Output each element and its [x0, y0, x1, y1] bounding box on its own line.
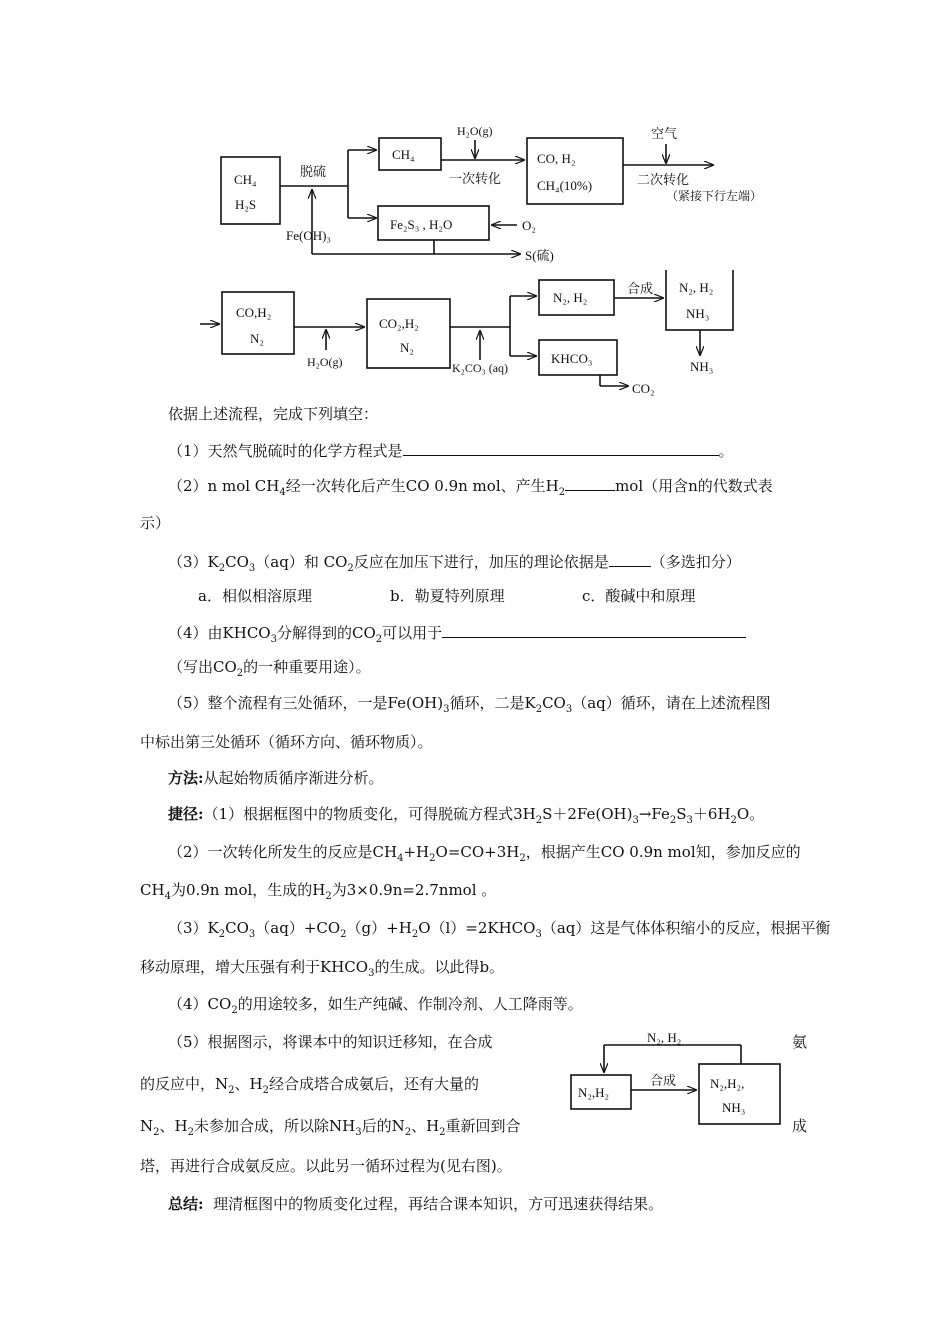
loop-top-label: N₂, H₂ [647, 1030, 682, 1045]
question-4: （4）由$KHCO_3$分解得到的$CO_2$可以用于 [140, 621, 840, 643]
flow-diagram-synthesis [0, 270, 950, 410]
answer-blank-1[interactable] [403, 439, 719, 456]
answer-blank-2[interactable] [565, 474, 615, 491]
loop-left-label: N₂,H₂ [578, 1085, 610, 1100]
question-2: （2）n mol $CH_4$经一次转化后产生CO 0.9n mol、产生$H_2$ mol（用含n的代数式表 [140, 474, 840, 496]
khco3-label: KHCO₃ [551, 351, 593, 366]
path-line-4: $(4)CO_2$的用途较多，如生产纯碱、作制冷剂、人工降雨等。 [168, 995, 583, 1016]
sulfur-label: S(硫) [525, 248, 554, 263]
synth-label: 合成 [627, 281, 654, 296]
k2co3-label: K₂CO₃ (aq) [452, 361, 509, 375]
path-line-5d: 塔，再进行合成氨反应。以此另一循环过程为(见右图)。 [140, 1157, 512, 1175]
path-line-5c-end: 成 [792, 1117, 808, 1135]
loop-right-box [699, 1064, 780, 1124]
option-c[interactable]: c．酸碱中和原理 [582, 587, 696, 605]
co2-label: CO₂ [632, 381, 655, 396]
nh-box-label-2: NH₃ [686, 306, 710, 321]
desulf-label: 脱硫 [300, 164, 327, 179]
h2o-label: H₂O(g) [457, 124, 493, 138]
question-3: $(3)K_2CO_3(aq)$和 $CO_2$反应在加压下进行，加压的理论依据是 （多选扣分） [140, 550, 840, 572]
nh-box-label-1: N₂, H₂ [679, 280, 714, 295]
conv2-label: 二次转化 [637, 172, 690, 187]
b1-label-2: N₂ [250, 331, 264, 346]
feed-box [221, 157, 280, 224]
n2-h2-nh3-box [666, 270, 733, 330]
question-3-options [198, 586, 870, 606]
answer-blank-4[interactable] [442, 621, 746, 638]
path-line-5c: $N_2$、$H_2$未参加合成，所以除$NH_3$后的$N_2$、$H_2$重新回到合 [140, 1117, 521, 1138]
nh3-label: NH₃ [690, 359, 714, 374]
b1-label-1: CO,H₂ [236, 305, 272, 320]
feoh3-label: Fe(OH)₃ [286, 228, 331, 243]
intro-line: 依据上述流程，完成下列填空： [168, 405, 379, 423]
path-line-5: （5）根据图示，将课本中的知识迁移知，在合成 [168, 1033, 493, 1051]
option-b[interactable]: b．勒夏特列原理 [390, 587, 505, 605]
h2o-label-2: H₂O(g) [307, 355, 343, 369]
path-line-3: $(3)K_2CO_3(aq)+CO_2(g)+H_2O(l)=2KHCO_3(aq)$这是气体体积缩小的反应，根据平衡 [168, 919, 831, 940]
b2-label-2: N₂ [400, 340, 414, 355]
flow-diagram-desulfurization [0, 0, 950, 290]
co-h2-label: CO, H₂ [537, 151, 576, 166]
conv1-label: 一次转化 [449, 171, 502, 186]
path-line-5b: 的反应中，$N_2$、$H_2$经合成塔合成氨后，还有大量的 [140, 1075, 479, 1096]
question-4-cont: （写出$CO_2$的一种重要用途）。 [168, 658, 371, 679]
ch4-label: CH₄ [392, 147, 415, 162]
answer-blank-3[interactable] [609, 550, 651, 567]
loop-right-label-1: N₂,H₂, [710, 1076, 745, 1091]
loop-synth-label: 合成 [650, 1073, 677, 1088]
question-5-cont: 中标出第三处循环（循环方向、循环物质）。 [140, 733, 433, 751]
feed-label-1: CH₄ [234, 172, 257, 187]
question-2-cont: 示） [140, 514, 171, 532]
continue-note: （紧接下行左端） [666, 189, 763, 203]
path-line-1: 捷径:（1）根据框图中的物质变化，可得脱硫方程式$3H_2S+2Fe(OH)_3\to Fe_2S_3+6H_2O$。 [168, 805, 765, 826]
path-line-2: （2）一次转化所发生的反应是$CH_4+H_2O=CO+3H_2$，根据产生CO 0.9n mol知，参加反应的 [168, 843, 801, 864]
fe2s3-label: Fe₂S₃ , H₂O [390, 217, 453, 232]
method-line: 方法:从起始物质循序渐进分析。 [168, 769, 384, 787]
o2-label: O₂ [522, 218, 536, 233]
co-h2-box [527, 138, 623, 204]
summary-line: 总结: 理清框图中的物质变化过程，再结合课本知识，方可迅速获得结果。 [168, 1195, 664, 1213]
option-a[interactable]: a．相似相溶原理 [198, 587, 312, 605]
co2-h2-n2-box [367, 299, 450, 368]
b2-label-1: CO₂,H₂ [379, 316, 419, 331]
path-line-3-cont: 移动原理，增大压强有利于$KHCO_3$的生成。以此得b。 [140, 958, 505, 979]
loop-right-label-2: NH₃ [722, 1100, 746, 1115]
n2h2-label: N₂, H₂ [553, 290, 588, 305]
path-line-2-cont: $CH_4$为0.9n mol，生成的$H_2$为3×0.9n=2.7nmol 。 [140, 881, 497, 902]
loop-diagram [560, 1028, 790, 1138]
ch4-10-label: CH₄(10%) [537, 178, 593, 193]
feed-label-2: H₂S [235, 197, 257, 212]
question-1: （1）天然气脱硫时的化学方程式是 。 [140, 439, 840, 461]
question-5: （5）整个流程有三处循环，一是$Fe(OH)_3$循环，二是$K_2CO_3(aq)$循环，请在上述流程图 [168, 694, 771, 715]
air-label: 空气 [651, 126, 678, 141]
path-line-5-end: 氨 [792, 1033, 808, 1051]
